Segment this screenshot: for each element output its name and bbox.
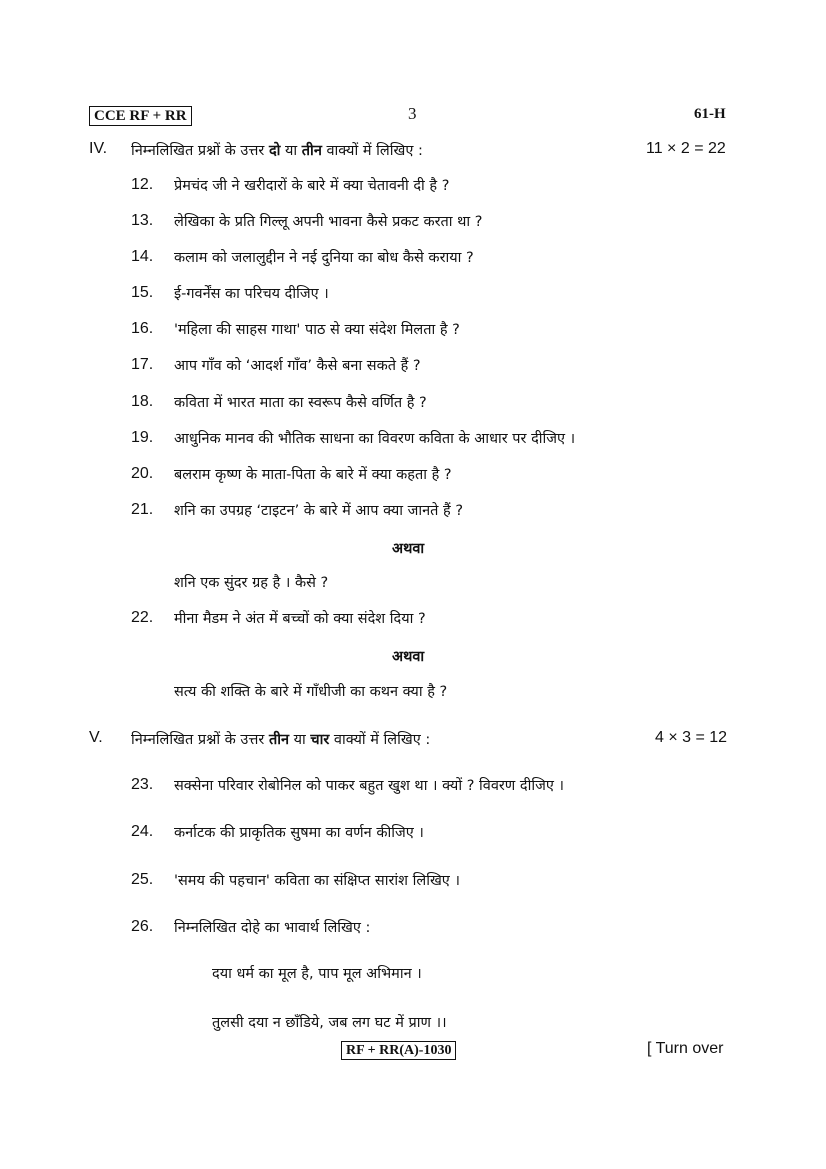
question-text: 'महिला की साहस गाथा' पाठ से क्या संदेश मिलता है ? bbox=[174, 322, 460, 338]
question-number: 24. bbox=[131, 823, 154, 840]
question-number: 20. bbox=[131, 465, 154, 482]
verse-line: दया धर्म का मूल है, पाप मूल अभिमान । bbox=[212, 966, 422, 982]
section-v-instruction bbox=[131, 729, 430, 749]
paper-code: 61-H bbox=[694, 106, 726, 122]
or-label: अथवा bbox=[392, 541, 425, 557]
question-text: कलाम को जलालुद्दीन ने नई दुनिया का बोध कैसे कराया ? bbox=[174, 250, 474, 266]
question-text: मीना मैडम ने अंत में बच्चों को क्या संदेश दिया ? bbox=[174, 611, 426, 627]
question-number: 23. bbox=[131, 776, 154, 793]
section-v-number: V. bbox=[89, 729, 103, 746]
section-v-marks: 4 × 3 = 12 bbox=[655, 729, 728, 746]
instr-bold: चार bbox=[310, 732, 330, 748]
question-number: 26. bbox=[131, 918, 154, 935]
section-iv-instruction bbox=[131, 140, 423, 160]
question-text: प्रेमचंद जी ने खरीदारों के बारे में क्या चेतावनी दी है ? bbox=[174, 178, 450, 194]
question-number: 16. bbox=[131, 320, 154, 337]
question-text: ई-गवर्नेंस का परिचय दीजिए । bbox=[174, 286, 329, 302]
instr-part: निम्नलिखित प्रश्नों के उत्तर bbox=[131, 143, 269, 159]
question-number: 19. bbox=[131, 429, 154, 446]
footer-code-box: RF + RR(A)-1030 bbox=[341, 1041, 456, 1060]
question-text: निम्नलिखित दोहे का भावार्थ लिखिए : bbox=[174, 920, 371, 936]
question-text: कविता में भारत माता का स्वरूप कैसे वर्णित है ? bbox=[174, 395, 427, 411]
question-number: 17. bbox=[131, 356, 154, 373]
question-text: लेखिका के प्रति गिल्लू अपनी भावना कैसे प्रकट करता था ? bbox=[174, 214, 483, 230]
question-text: सक्सेना परिवार रोबोनिल को पाकर बहुत खुश था । क्यों ? विवरण दीजिए । bbox=[174, 778, 564, 794]
alternate-question-text: सत्य की शक्ति के बारे में गाँधीजी का कथन क्या है ? bbox=[174, 684, 448, 700]
section-iv-marks: 11 × 2 = 22 bbox=[646, 140, 726, 157]
question-number: 14. bbox=[131, 248, 154, 265]
question-number: 13. bbox=[131, 212, 154, 229]
section-iv-number: IV. bbox=[89, 140, 108, 157]
page-number: 3 bbox=[408, 104, 417, 123]
instr-part: या bbox=[280, 143, 302, 159]
instr-bold: दो bbox=[268, 143, 281, 159]
instr-part: वाक्यों में लिखिए : bbox=[321, 143, 423, 159]
question-text: आप गाँव को ‘आदर्श गाँव’ कैसे बना सकते हैं ? bbox=[174, 358, 421, 374]
instr-bold: तीन bbox=[268, 732, 290, 748]
question-text: शनि का उपग्रह ‘टाइटन’ के बारे में आप क्या जानते हैं ? bbox=[174, 503, 464, 519]
header-code-box: CCE RF + RR bbox=[89, 106, 192, 126]
question-number: 22. bbox=[131, 609, 154, 626]
question-number: 15. bbox=[131, 284, 154, 301]
question-number: 12. bbox=[131, 176, 154, 193]
question-number: 25. bbox=[131, 871, 154, 888]
or-label: अथवा bbox=[392, 649, 425, 665]
question-number: 18. bbox=[131, 393, 154, 410]
question-text: आधुनिक मानव की भौतिक साधना का विवरण कविता के आधार पर दीजिए । bbox=[174, 431, 576, 447]
instr-bold: तीन bbox=[301, 143, 322, 159]
question-text: कर्नाटक की प्राकृतिक सुषमा का वर्णन कीजिए । bbox=[174, 825, 424, 841]
question-text: 'समय की पहचान' कविता का संक्षिप्त सारांश लिखिए । bbox=[174, 873, 460, 889]
question-number: 21. bbox=[131, 501, 154, 518]
question-text: बलराम कृष्ण के माता-पिता के बारे में क्या कहता है ? bbox=[174, 467, 452, 483]
instr-part: या bbox=[289, 732, 311, 748]
turn-over-label: [ Turn over bbox=[647, 1040, 724, 1057]
instr-part: वाक्यों में लिखिए : bbox=[329, 732, 431, 748]
alternate-question-text: शनि एक सुंदर ग्रह है । कैसे ? bbox=[174, 575, 329, 591]
verse-line: तुलसी दया न छाँडिये, जब लग घट में प्राण ।। bbox=[212, 1015, 447, 1031]
instr-part: निम्नलिखित प्रश्नों के उत्तर bbox=[131, 732, 269, 748]
